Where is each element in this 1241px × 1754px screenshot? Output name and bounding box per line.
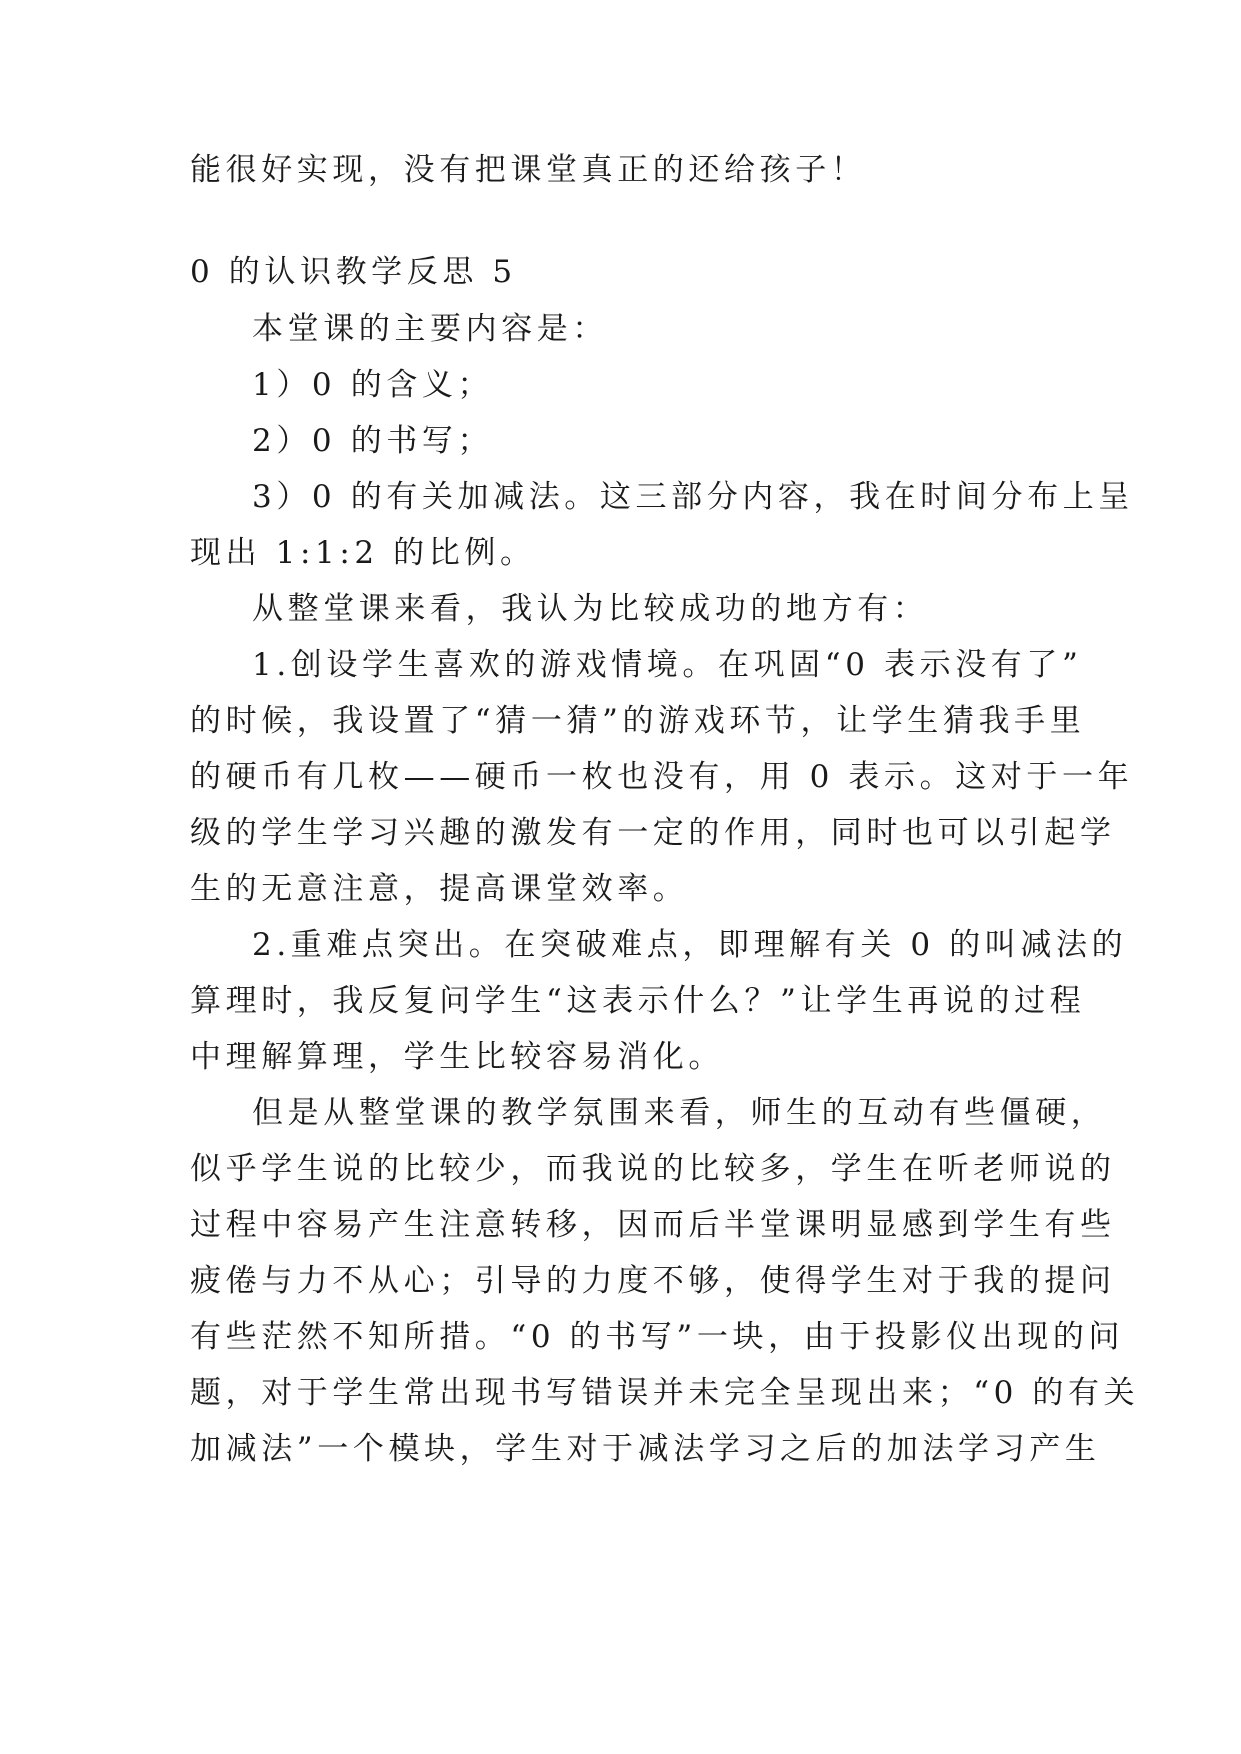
paragraph-line: 现出 1:1:2 的比例。 xyxy=(190,535,536,571)
paragraph-line: 过程中容易产生注意转移，因而后半堂课明显感到学生有些 xyxy=(190,1207,1116,1243)
paragraph-line: 能很好实现，没有把课堂真正的还给孩子！ xyxy=(190,152,867,188)
paragraph-line: 生的无意注意，提高课堂效率。 xyxy=(190,871,689,907)
paragraph-line: 级的学生学习兴趣的激发有一定的作用，同时也可以引起学 xyxy=(190,815,1116,851)
list-item: 2）0 的书写； xyxy=(252,423,494,459)
list-item: 1）0 的含义； xyxy=(252,367,494,403)
paragraph-line: 算理时，我反复问学生“这表示什么？”让学生再说的过程 xyxy=(190,983,1086,1019)
paragraph-line: 本堂课的主要内容是： xyxy=(252,311,608,347)
paragraph-line: 有些茫然不知所措。“0 的书写”一块，由于投影仪出现的问 xyxy=(190,1319,1125,1355)
paragraph-line: 2.重难点突出。在突破难点，即理解有关 0 的叫减法的 xyxy=(252,927,1128,963)
paragraph-line: 从整堂课来看，我认为比较成功的地方有： xyxy=(252,591,929,627)
paragraph-line: 加减法”一个模块，学生对于减法学习之后的加法学习产生 xyxy=(190,1431,1101,1467)
paragraph-line: 中理解算理，学生比较容易消化。 xyxy=(190,1039,724,1075)
list-item: 3）0 的有关加减法。这三部分内容，我在时间分布上呈 xyxy=(252,479,1134,515)
paragraph-line: 的时候，我设置了“猜一猜”的游戏环节，让学生猜我手里 xyxy=(190,703,1086,739)
paragraph-line: 题，对于学生常出现书写错误并未完全呈现出来；“0 的有关 xyxy=(190,1375,1140,1411)
paragraph-line: 似乎学生说的比较少，而我说的比较多，学生在听老师说的 xyxy=(190,1151,1116,1187)
paragraph-line: 的硬币有几枚——硬币一枚也没有，用 0 表示。这对于一年 xyxy=(190,759,1134,795)
paragraph-line: 但是从整堂课的教学氛围来看，师生的互动有些僵硬， xyxy=(252,1095,1107,1131)
section-title: 0 的认识教学反思 5 xyxy=(190,254,517,290)
paragraph-line: 1.创设学生喜欢的游戏情境。在巩固“0 表示没有了” xyxy=(252,647,1083,683)
paragraph-line: 疲倦与力不从心；引导的力度不够，使得学生对于我的提问 xyxy=(190,1263,1116,1299)
